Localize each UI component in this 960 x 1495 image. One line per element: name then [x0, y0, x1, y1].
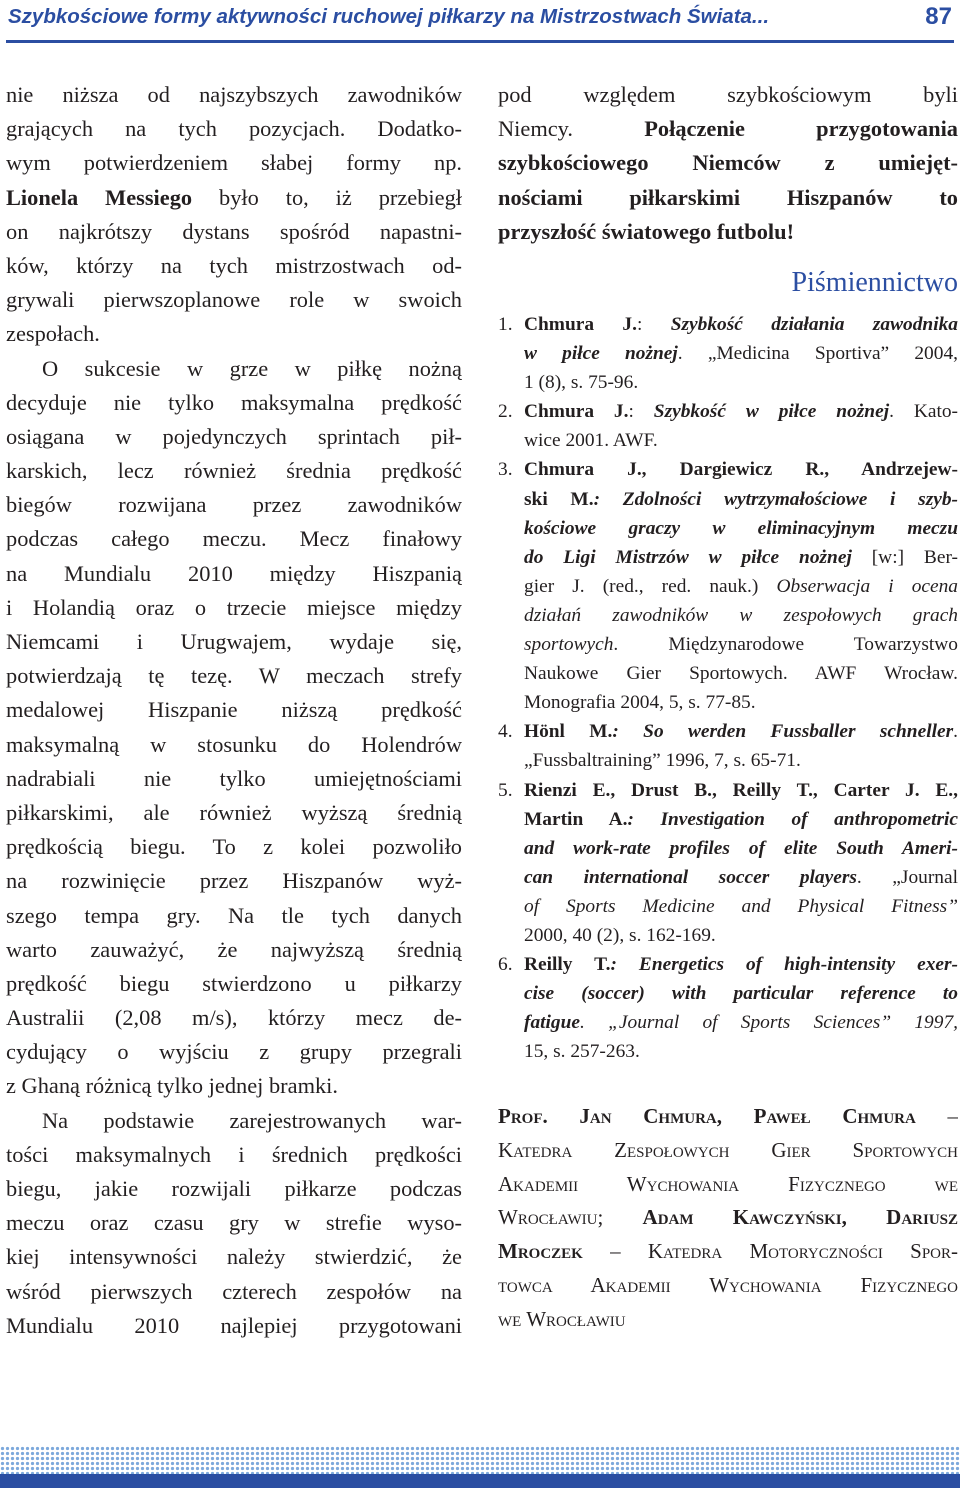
reference-author: Reilly T. [524, 954, 611, 976]
reference-line: „Fussbaltraining” 1996, 7, s. 65-71. [524, 750, 801, 772]
author-names: Adam Kawczyński, Dariusz [642, 1205, 958, 1230]
text-segment: gier J. (red., red. nauk.) [524, 575, 777, 597]
reference-line [498, 805, 958, 834]
reference-number: 2. [498, 401, 513, 423]
reference-item [498, 310, 958, 339]
text-line [6, 181, 462, 215]
text-line: decyduje nie tylko maksymalna prędkość [6, 389, 462, 415]
reference-title: Szybkość działania zawodnika [670, 314, 958, 335]
reference-author: Chmura J., Dargiewicz R., Andrzejew- [524, 459, 958, 481]
text-line: ków, którzy na tych mistrzostwach od- [6, 252, 462, 278]
text-line: Mundialu 2010 najlepiej przygotowani [6, 1312, 462, 1338]
reference-title: do Ligi Mistrzów w piłce nożnej [524, 546, 852, 568]
reference-item [498, 455, 958, 484]
reference-line: Monografia 2004, 5, s. 77-85. [524, 692, 756, 714]
text-line: maksymalną w stosunku do Holendrów [6, 731, 462, 757]
text-line: z Ghaną różnicą tylko jednej bramki. [6, 1073, 339, 1099]
text-line: nadrabiali nie tylko umiejętnościami [6, 765, 462, 791]
text-line: O sukcesie w grze w piłkę nożną [42, 355, 462, 381]
reference-number: 1. [498, 314, 513, 335]
bold-name: Lionela Messiego [6, 184, 193, 210]
text-line [498, 112, 958, 146]
text-line: meczu oraz czasu gry w strefie wyso- [6, 1210, 462, 1236]
text-line: na rozwinięcie przez Hiszpanów wyż- [6, 868, 462, 894]
text-line: osiągana w pojedynczych sprintach pił- [6, 423, 462, 449]
text-segment: : [628, 401, 654, 423]
text-line: kiej intensywności należy stwierdzić, że [6, 1244, 462, 1270]
reference-line: kościowe graczy w eliminacyjnym meczu [524, 517, 958, 539]
reference-line: działań zawodników w zespołowych grach [524, 604, 958, 626]
reference-author: Rienzi E., Drust B., Reilly T., Carter J. E., [524, 779, 958, 801]
text-line: na Mundialu 2010 między Hiszpanią [6, 560, 462, 586]
affiliation-line: Akademii Wychowania Fizycznego we [498, 1171, 958, 1196]
text-line: karskich, lecz również średnia prędkość [6, 458, 462, 484]
text-line: tości maksymalnych i średnich prędkości [6, 1141, 462, 1167]
text-line: prędkością biegu. To z kolei pozwoliło [6, 834, 462, 860]
left-text-column [6, 78, 462, 1343]
text-line: cydujący o wyjściu z grupy przegrali [6, 1039, 462, 1065]
text-line: potwierdzają tę tezę. W meczach strefy [6, 663, 462, 689]
reference-number: 5. [498, 779, 513, 801]
reference-line: and work-rate profiles of elite South Ameri- [524, 837, 958, 859]
reference-line [498, 572, 958, 601]
text-line: wśród pierwszych czterech zespołów na [6, 1278, 462, 1304]
affiliation-line [498, 1201, 958, 1235]
header-rule [6, 40, 954, 43]
text-segment: . „Medicina Sportiva” 2004, [677, 343, 958, 365]
reference-author: ski M. [524, 488, 594, 510]
text-line: pod względem szybkościowym byli [498, 82, 958, 107]
text-line: biegu, jakie rozwijali piłkarze podczas [6, 1176, 462, 1201]
reference-item [498, 397, 958, 426]
reference-title: w piłce nożnej [524, 343, 678, 365]
text-line: szybkościowego Niemców z umiejęt- [498, 150, 958, 176]
text-line: grywali pierwszoplanowe role w swoich [6, 287, 462, 313]
affiliation-line [498, 1235, 958, 1269]
text-segment: Wrocławiu; [498, 1205, 643, 1230]
reference-journal: . „Journal of Sports Sciences” 1997, [580, 1012, 958, 1034]
text-line: przyszłość światowego futbolu! [498, 218, 795, 244]
references-list [498, 310, 958, 1066]
text-line: medalowej Hiszpanie niższą prędkość [6, 697, 462, 723]
affiliation-line: Katedra Zespołowych Gier Sportowych [498, 1137, 958, 1162]
page-number: 87 [925, 3, 952, 30]
text-line: Niemcami i Urugwajem, wydaje się, [6, 629, 462, 654]
text-line: prędkość biegu stwierdzono u piłkarzy [6, 970, 462, 996]
reference-line [498, 339, 958, 368]
references-heading: Piśmiennictwo [791, 267, 958, 298]
reference-title: : So werden Fussballer schneller [612, 721, 954, 743]
affiliation-line: towca Akademii Wychowania Fizycznego [498, 1272, 958, 1297]
text-line: on najkrótszy dystans spośród napastni- [6, 218, 462, 244]
reference-author: Martin A. [524, 808, 628, 830]
reference-title: Szybkość w piłce nożnej [653, 401, 890, 423]
text-line: Na podstawie zarejestrowanych war- [42, 1107, 462, 1133]
text-segment: [w:] Ber- [851, 546, 958, 568]
author-affiliations [498, 1100, 958, 1337]
text-segment: . [953, 721, 958, 743]
affiliation-line [498, 1100, 958, 1134]
reference-title: fatigue [524, 1012, 581, 1034]
reference-line: Naukowe Gier Sportowych. AWF Wrocław. [524, 663, 958, 685]
text-line: podczas całego meczu. Mecz finałowy [6, 526, 462, 552]
text-line: wym potwierdzeniem słabej formy np. [6, 150, 462, 176]
reference-book-title: Obserwacja i ocena [776, 575, 958, 597]
reference-item [498, 950, 958, 979]
affiliation-line: we Wrocławiu [498, 1306, 626, 1331]
text-line: nie niższa od najszybszych zawodników [6, 82, 462, 107]
reference-line: 1 (8), s. 75-96. [524, 372, 639, 394]
text-segment: . Międzynarodowe Towarzystwo [613, 634, 958, 656]
text-line: i Holandią oraz o trzecie miejsce między [6, 594, 462, 620]
text-line: piłkarskimi, ale również wyższą średnią [6, 799, 462, 825]
author-names: Mroczek [498, 1239, 583, 1264]
reference-line: 2000, 40 (2), s. 162-169. [524, 924, 716, 946]
author-names: Prof. Jan Chmura, Paweł Chmura [498, 1104, 916, 1128]
reference-line [498, 1008, 958, 1037]
running-header-title: Szybkościowe formy aktywności ruchowej piłkarzy na Mistrzostwach Świata... [8, 5, 770, 28]
reference-line [498, 863, 958, 892]
reference-title: : Zdolności wytrzymałościowe i szyb- [593, 488, 958, 510]
text-line: szego tempa gry. Na tle tych danych [6, 902, 462, 928]
text-segment: . „Journal [856, 866, 958, 888]
reference-line [498, 543, 958, 572]
reference-line: wice 2001. AWF. [524, 430, 658, 452]
footer-band [0, 1474, 960, 1488]
reference-number: 4. [498, 721, 513, 743]
reference-line [498, 630, 958, 659]
text-segment: : [636, 314, 671, 335]
reference-number: 3. [498, 459, 513, 481]
reference-author: Chmura J. [524, 401, 629, 423]
text-line: zespołach. [6, 321, 100, 347]
text-line: grających na tych pozycjach. Dodatko- [6, 116, 462, 142]
reference-item [498, 776, 958, 805]
reference-author: Hönl M. [524, 721, 613, 743]
reference-title: : Energetics of high-intensity exer- [610, 954, 958, 976]
text-line: warto zauważyć, że najwyższą średnią [6, 936, 462, 962]
text-segment: . Kato- [889, 401, 958, 423]
text-segment: – [915, 1104, 958, 1128]
text-segment: było to, iż przebiegł [192, 184, 462, 210]
reference-book-title: sportowych [524, 634, 614, 656]
text-segment: Niemcy. [498, 116, 645, 142]
reference-item [498, 717, 958, 746]
text-line: biegów rozwijana przez zawodników [6, 492, 462, 518]
reference-title: : Investigation of anthropometric [627, 808, 958, 830]
right-text-column [498, 78, 958, 249]
reference-number: 6. [498, 954, 513, 976]
reference-line [498, 485, 958, 514]
reference-title: can international soccer players [524, 866, 857, 888]
reference-author: Chmura J. [524, 314, 637, 335]
reference-line: 15, s. 257-263. [524, 1041, 640, 1063]
text-line: Australii (2,08 m/s), którzy mecz de- [6, 1005, 462, 1031]
reference-line: cise (soccer) with particular reference to [524, 983, 958, 1005]
reference-line: of Sports Medicine and Physical Fitness” [524, 895, 958, 917]
bold-conclusion: Połączenie przygotowania [644, 116, 958, 142]
text-line: nościami piłkarskimi Hiszpanów to [498, 184, 958, 210]
text-segment: – Katedra Motoryczności Spor- [582, 1239, 958, 1264]
